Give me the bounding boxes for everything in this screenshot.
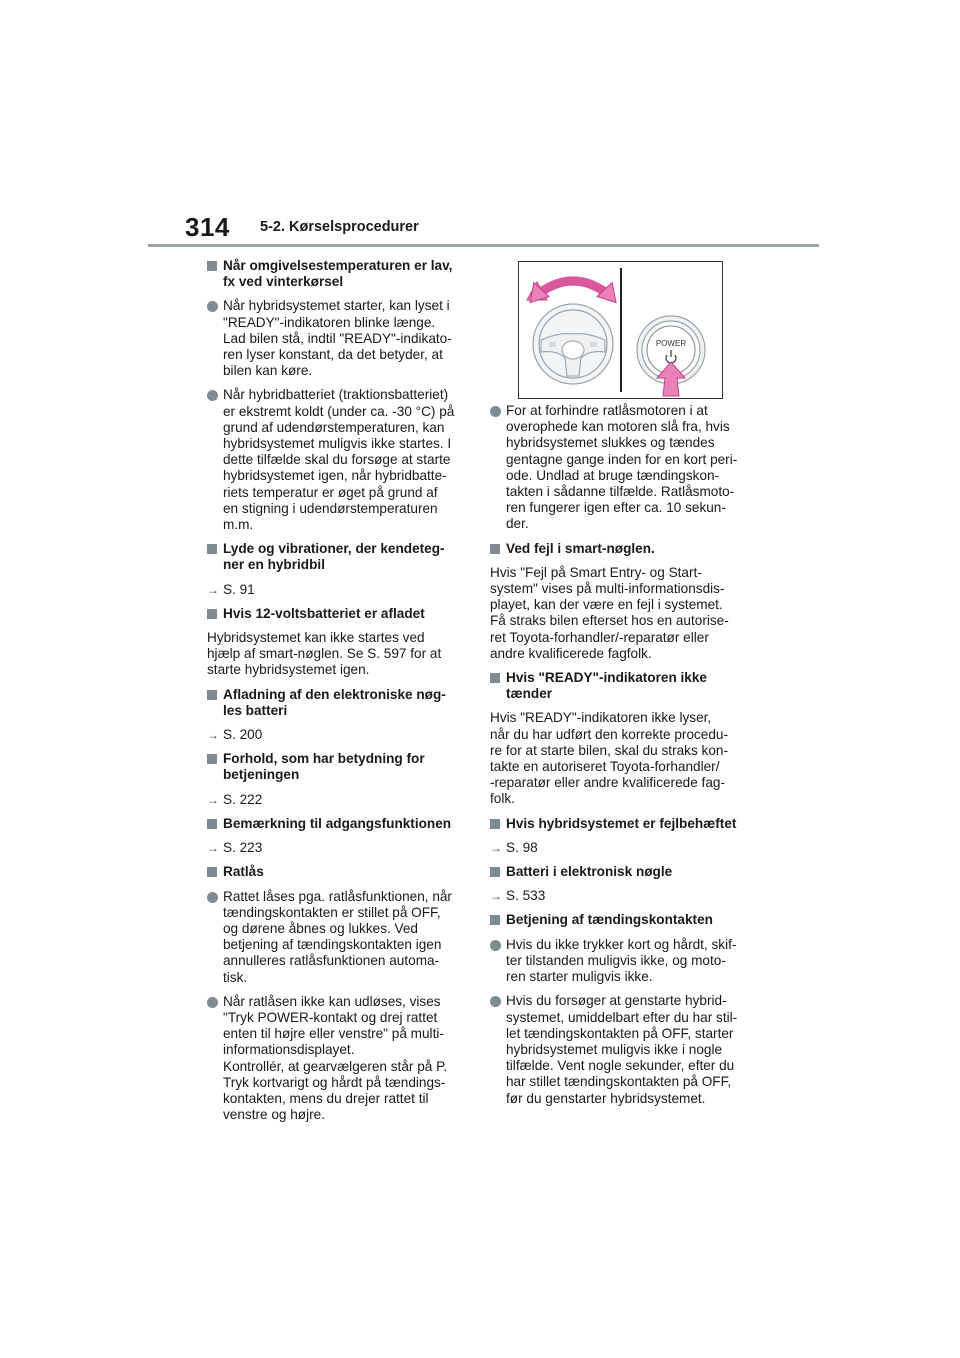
page-header: [185, 212, 819, 248]
square-bullet-icon: [490, 544, 500, 554]
bullet-text: Hvis du ikke trykker kort og hårdt, skif- ter tilstanden muligvis ikke, og moto- ren starter muligvis ikke.: [506, 936, 737, 985]
bullet-item: [490, 993, 752, 1106]
heading-text: Hvis 12-voltsbatteriet er afladet: [223, 605, 425, 621]
circle-bullet-icon: [207, 892, 218, 903]
heading-text: Betjening af tændingskontakten: [506, 912, 713, 928]
heading-text: Afladning af den elektroniske nøg- les batteri: [223, 686, 446, 718]
bullet-text: Rattet låses pga. ratlåsfunktionen, når tændingskontakten er stillet på OFF, og dørene åbnes og lukkes. Ved betjening af tændingskontakten igen annulleres ratlåsfunktionen automa- tisk.: [223, 888, 452, 985]
reference-text: S. 222: [223, 791, 263, 807]
paragraph-text: Hybridsystemet kan ikke startes ved hjælp af smart-nøglen. Se S. 597 for at starte hybridsystemet igen.: [207, 630, 442, 678]
page-reference: [207, 727, 469, 743]
square-bullet-icon: [207, 867, 217, 877]
bullet-text: Når hybridbatteriet (traktionsbatteriet) er ekstremt koldt (under ca. -30 °C) på grund af udendørstemperaturen, kan hybridsystemet muligvis ikke startes. I dette tilfælde skal du forsøge at starte hybridsystemet igen, når hybridbatte- riets temperatur er øget på grund af en stigning i udendørstemperaturen m.m.: [223, 387, 455, 533]
bullet-item: [490, 403, 752, 533]
section-heading: [207, 541, 469, 573]
reference-text: S. 98: [506, 839, 538, 855]
page-reference: [207, 840, 469, 856]
square-bullet-icon: [207, 754, 217, 764]
heading-text: Batteri i elektronisk nøgle: [506, 864, 673, 880]
arrow-right-icon: →: [207, 841, 219, 856]
paragraph-text: Hvis "READY"-indikatoren ikke lyser, når du har udført den korrekte procedu- re for at starte bilen, skal du straks kon- takte en autoriseret Toyota-forhandler/ -reparatør eller andre kvalificerede fag- folk.: [490, 710, 729, 807]
steering-lock-illustration: [518, 261, 723, 399]
reference-text: S. 223: [223, 840, 263, 856]
square-bullet-icon: [490, 819, 500, 829]
paragraph: [207, 630, 469, 679]
arrow-right-icon: →: [490, 889, 502, 904]
section-heading: [490, 670, 752, 702]
section-heading: [490, 912, 752, 928]
paragraph: [490, 565, 752, 662]
section-heading: [490, 541, 752, 557]
reference-text: S. 533: [506, 888, 546, 904]
power-label: POWER: [655, 339, 687, 348]
reference-text: S. 91: [223, 581, 255, 597]
section-heading: [207, 606, 469, 622]
arrow-right-icon: →: [207, 728, 219, 743]
square-bullet-icon: [490, 867, 500, 877]
steering-wheel-icon: [533, 304, 613, 384]
bullet-item: [207, 387, 469, 533]
section-heading: [207, 751, 469, 783]
circle-bullet-icon: [490, 406, 501, 417]
rotate-arrow-icon: [524, 279, 621, 302]
bullet-item: [207, 298, 469, 379]
bullet-text: Når hybridsystemet starter, kan lyset i "READY"-indikatoren blinke længe. Lad bilen stå, indtil "READY"-indikato- ren lyser konstant, da det betyder, at bilen kan køre.: [223, 298, 452, 379]
page-number: 314: [185, 212, 230, 242]
paragraph-text: Hvis "Fejl på Smart Entry- og Start- system" vises på multi-informationsdis- playet, kan der være en fejl i systemet. Få straks bilen efterset hos en autorise- ret Toyota-forhandler/-reparatør eller andre kvalificerede fagfolk.: [490, 564, 729, 661]
page-reference: [490, 888, 752, 904]
heading-text: Hvis hybridsystemet er fejlbehæftet: [506, 815, 737, 831]
heading-text: Bemærkning til adgangsfunktionen: [223, 815, 452, 831]
header-divider: [148, 244, 819, 247]
heading-text: Hvis "READY"-indikatoren ikke tænder: [506, 670, 707, 702]
square-bullet-icon: [490, 915, 500, 925]
bullet-text: Hvis du forsøger at genstarte hybrid- systemet, umiddelbart efter du har stil- let tændingskontakten på OFF, starter hybridsystemet muligvis ikke i nogle tilfælde. Vent nogle sekunder, efter du har stillet tændingskontakten på OFF, før du genstarter hybridsystemet.: [506, 993, 738, 1106]
right-column: [490, 403, 752, 1115]
bullet-text: For at forhindre ratlåsmotoren i at overophede kan motoren slå fra, hvis hybridsystemet slukkes og tændes gentagne gange inden for en kort peri- ode. Undlad at bruge tændingskon- takten i sådanne tilfælde. Ratlåsmoto- ren fungerer igen efter ca. 10 sekun- der.: [506, 403, 738, 532]
section-heading: [207, 258, 469, 290]
page-reference: [207, 792, 469, 808]
section-heading: [490, 816, 752, 832]
square-bullet-icon: [207, 544, 217, 554]
square-bullet-icon: [490, 673, 500, 683]
heading-text: Når omgivelsestemperaturen er lav, fx ved vinterkørsel: [223, 258, 453, 290]
paragraph: [490, 710, 752, 807]
heading-text: Ved fejl i smart-nøglen.: [506, 540, 655, 556]
bullet-text: Når ratlåsen ikke kan udløses, vises "Tryk POWER-kontakt og drej rattet enten til højre eller venstre" på multi- informationsdisplayet. Kontrollér, at gearvælgeren står på P. Tryk kortvarigt og hårdt på tændings- kontakten, mens du drejer rattet til venstre og højre.: [223, 993, 448, 1123]
circle-bullet-icon: [207, 997, 218, 1008]
section-heading: [207, 687, 469, 719]
section-heading: [490, 864, 752, 880]
square-bullet-icon: [207, 261, 217, 271]
left-column: [207, 258, 469, 1131]
square-bullet-icon: [207, 690, 217, 700]
square-bullet-icon: [207, 819, 217, 829]
section-heading: [207, 864, 469, 880]
heading-text: Ratlås: [223, 864, 264, 880]
heading-text: Forhold, som har betydning for betjeningen: [223, 751, 425, 783]
arrow-right-icon: →: [490, 840, 502, 855]
section-heading: [207, 816, 469, 832]
square-bullet-icon: [207, 609, 217, 619]
circle-bullet-icon: [490, 996, 501, 1007]
arrow-right-icon: →: [207, 582, 219, 597]
section-title: 5-2. Kørselsprocedurer: [260, 219, 419, 235]
circle-bullet-icon: [490, 940, 501, 951]
page-reference: [207, 582, 469, 598]
illustration-svg: [519, 262, 722, 398]
circle-bullet-icon: [207, 301, 218, 312]
bullet-item: [207, 994, 469, 1124]
circle-bullet-icon: [207, 390, 218, 401]
heading-text: Lyde og vibrationer, der kendeteg- ner en hybridbil: [223, 541, 445, 573]
reference-text: S. 200: [223, 727, 263, 743]
bullet-item: [490, 937, 752, 986]
arrow-right-icon: →: [207, 792, 219, 807]
bullet-item: [207, 889, 469, 986]
page-reference: [490, 840, 752, 856]
